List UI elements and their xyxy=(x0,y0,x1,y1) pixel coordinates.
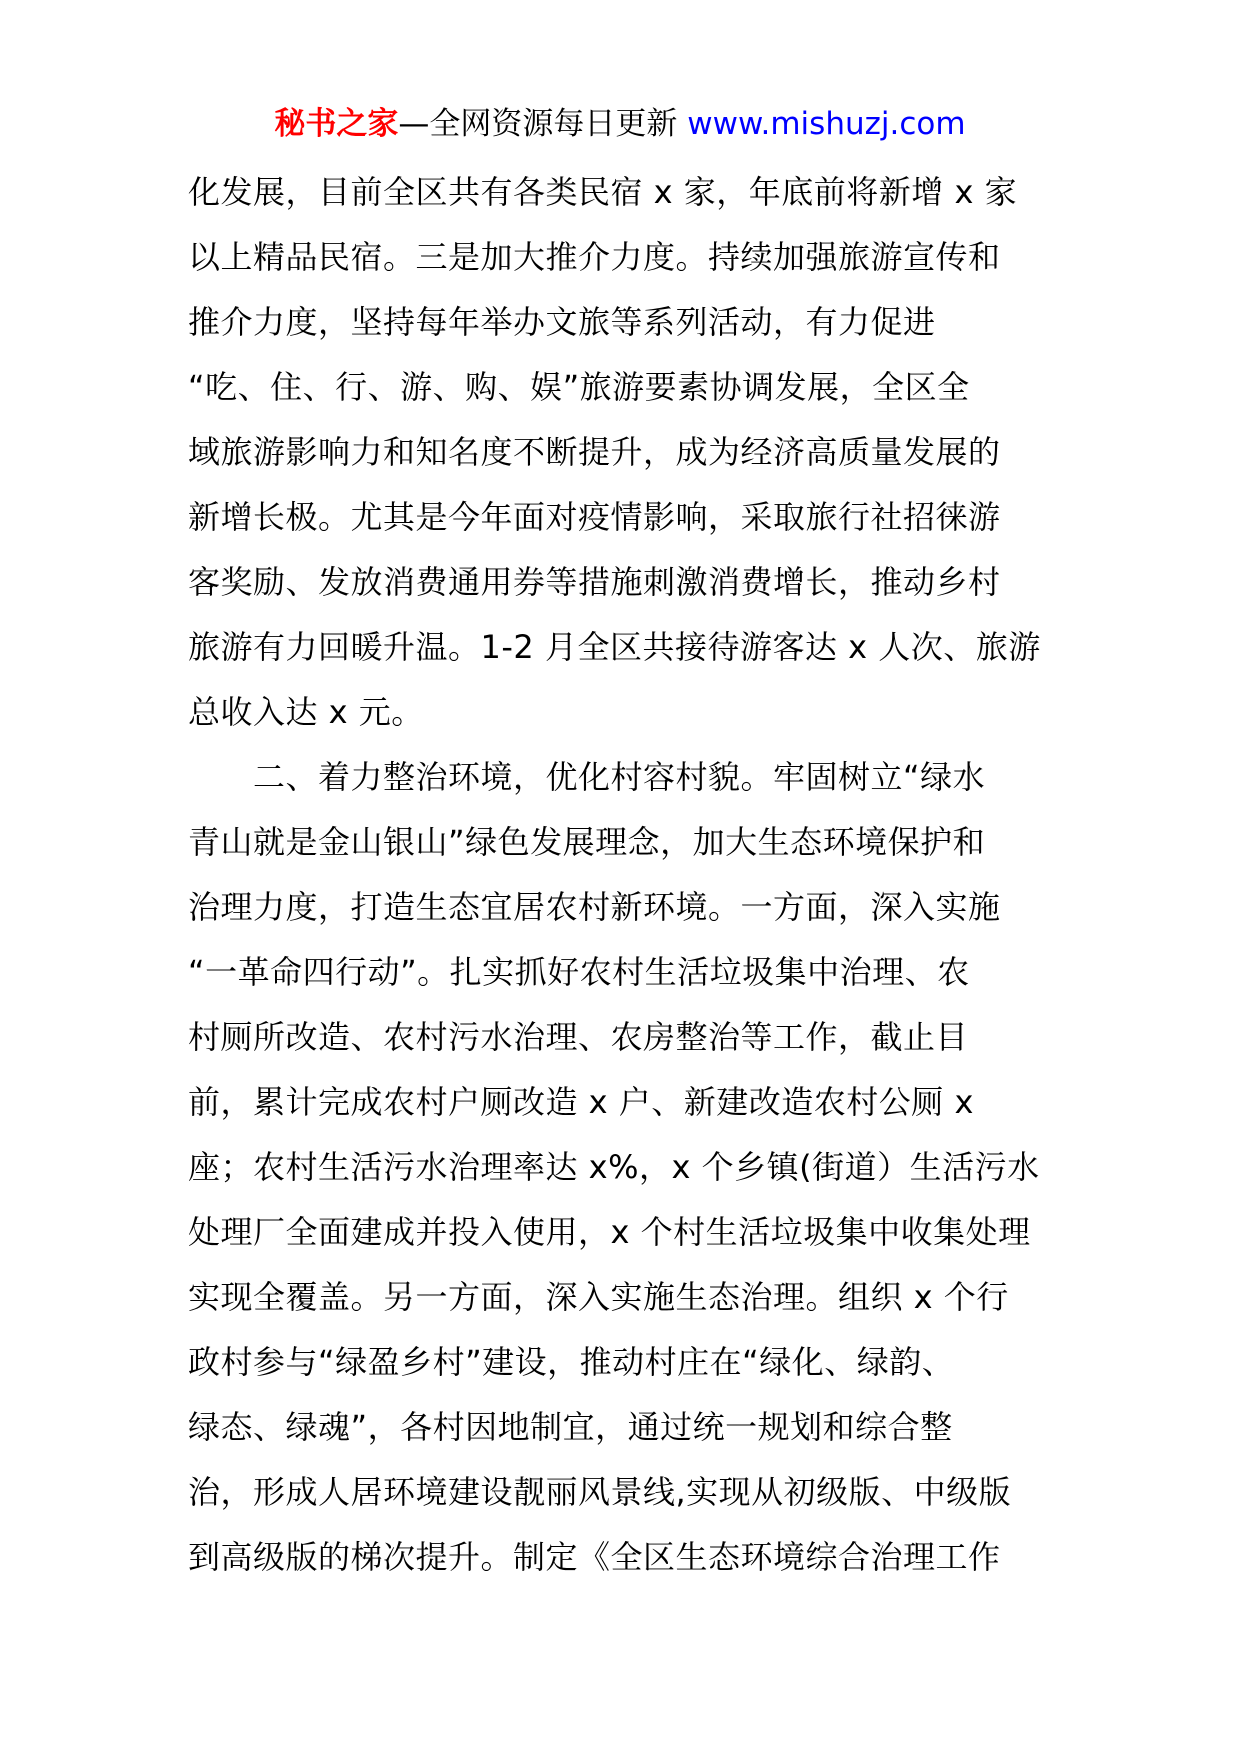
text-line: 二、着力整治环境，优化村容村貌。牢固树立“绿水 xyxy=(188,758,986,796)
text-line: 绿态、绿魂”，各村因地制宜，通过统一规划和综合整 xyxy=(188,1408,953,1446)
text-line: 前，累计完成农村户厕改造 x 户、新建改造农村公厕 x xyxy=(188,1083,974,1121)
text-line: “吃、住、行、游、购、娱”旅游要素协调发展，全区全 xyxy=(188,368,970,406)
text-line: 总收入达 x 元。 xyxy=(188,693,424,731)
header-url-link[interactable]: www.mishuzj.com xyxy=(687,106,966,142)
text-line: 村厕所改造、农村污水治理、农房整治等工作，截止目 xyxy=(188,1018,969,1056)
text-line: 政村参与“绿盈乡村”建设，推动村庄在“绿化、绿韵、 xyxy=(188,1343,955,1381)
text-line: 处理厂全面建成并投入使用，x 个村生活垃圾集中收集处理 xyxy=(188,1213,1031,1251)
text-line: 治，形成人居环境建设靓丽风景线,实现从初级版、中级版 xyxy=(188,1473,1012,1511)
text-line: 治理力度，打造生态宜居农村新环境。一方面，深入实施 xyxy=(188,888,1001,926)
text-line: 以上精品民宿。三是加大推介力度。持续加强旅游宣传和 xyxy=(188,238,1001,276)
text-line: 旅游有力回暖升温。1-2 月全区共接待游客达 x 人次、旅游 xyxy=(188,628,1041,666)
page-header xyxy=(0,104,1240,144)
text-line: 推介力度，坚持每年举办文旅等系列活动，有力促进 xyxy=(188,303,936,341)
text-line: 到高级版的梯次提升。制定《全区生态环境综合治理工作 xyxy=(188,1538,1001,1576)
header-tagline: —全网资源每日更新 xyxy=(398,106,688,142)
text-line: 化发展，目前全区共有各类民宿 x 家，年底前将新增 x 家 xyxy=(188,173,1018,211)
document-body xyxy=(188,160,1054,1590)
header-brand: 秘书之家 xyxy=(274,106,399,142)
text-line: “一革命四行动”。扎实抓好农村生活垃圾集中治理、农 xyxy=(188,953,970,991)
text-line: 座；农村生活污水治理率达 x%，x 个乡镇(街道）生活污水 xyxy=(188,1148,1040,1186)
text-line: 新增长极。尤其是今年面对疫情影响，采取旅行社招徕游 xyxy=(188,498,1001,536)
text-line: 实现全覆盖。另一方面，深入实施生态治理。组织 x 个行 xyxy=(188,1278,1009,1316)
text-line: 域旅游影响力和知名度不断提升，成为经济高质量发展的 xyxy=(188,433,1001,471)
text-line: 客奖励、发放消费通用券等措施刺激消费增长，推动乡村 xyxy=(188,563,1001,601)
text-line: 青山就是金山银山”绿色发展理念，加大生态环境保护和 xyxy=(188,823,986,861)
